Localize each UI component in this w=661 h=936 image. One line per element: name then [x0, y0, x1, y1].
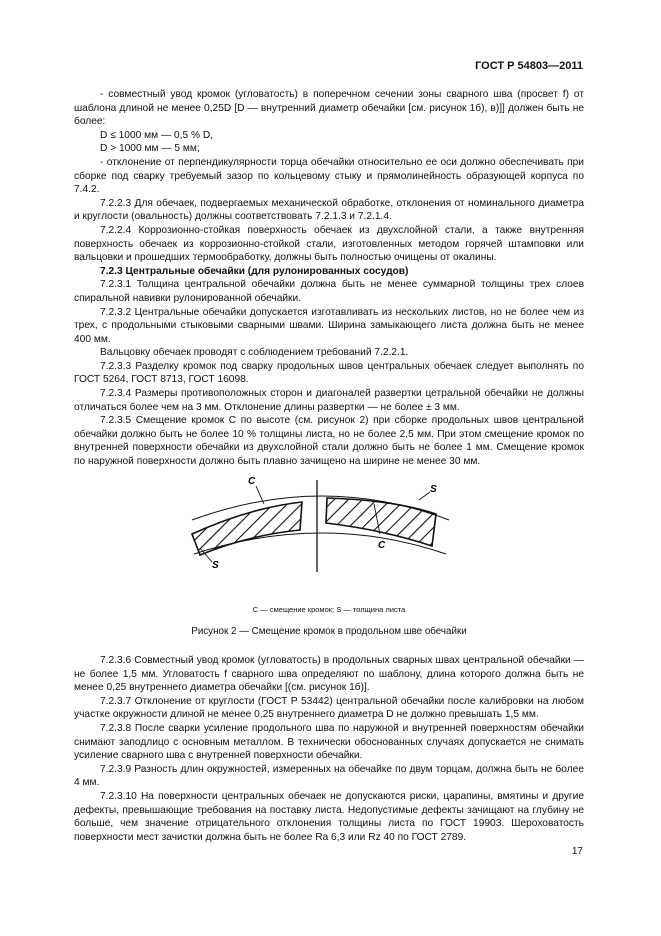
paragraph: 7.2.3.1 Толщина центральной обечайки должна быть не менее суммарной толщины трех слоев спиральной навивки рулонированной обечайки.: [74, 279, 584, 304]
text-block-top: [74, 88, 584, 469]
figure-legend: C — смещение кромок; S — толщина листа: [252, 605, 406, 614]
paragraph: Вальцовку обечаек проводят с соблюдением требований 7.2.2.1.: [100, 347, 409, 359]
figure-2: [74, 462, 584, 617]
paragraph: D ≤ 1000 мм — 0,5 % D,: [100, 129, 214, 141]
paragraph: 7.2.3.2 Центральные обечайки допускается изготавливать из нескольких листов, но не более чем из трех, с продольными стыковыми сварными швами. Ширина замыкающего листа должна быть не менее 400 мм.: [74, 306, 584, 345]
text-block-bottom: [74, 654, 584, 844]
paragraph: - совместный увод кромок (угловатость) в поперечном сечении зоны сварного шва (просвет f) от шаблона длиной не менее 0,25D [D — внутренний диаметр обечайки [см. рисунок 1б), в)]] должен быть не более:: [74, 89, 584, 128]
paragraph: - отклонение от перпендикулярности торца обечайки относительно ее оси должно обеспечивать при сборке под сварку требуемый зазор по кольцевому стыку и прямолинейность образующей корпуса по 7.4.2.: [74, 156, 584, 196]
paragraph: D > 1000 мм — 5 мм;: [100, 143, 200, 155]
document-header: ГОСТ Р 54803—2011: [475, 60, 583, 72]
section-heading: 7.2.3 Центральные обечайки (для рулонированных сосудов): [100, 265, 409, 277]
paragraph: 7.2.3.5 Смещение кромок C по высоте (см. рисунок 2) при сборке продольных швов центральной обечайки должно быть не более 10 % толщины листа, но не более 2,5 мм. При этом смещение кромок по внутренней поверхности обечайки из двухслойной стали должно быть не более 1 мм. Смещение кромок по наружной поверхности должно быть плавно зачищено на ширине не менее 30 мм.: [74, 415, 584, 468]
page-number: 17: [571, 846, 583, 857]
right-plate: [326, 498, 436, 546]
paragraph: 7.2.3.7 Отклонение от круглости (ГОСТ Р 53442) центральной обечайки после калибровки на любом участке окружности длиной не менее 0,25 внутреннего диаметра D не должно превышать 1,5 мм.: [74, 695, 584, 721]
paragraph: 7.2.3.4 Размеры противоположных сторон и диагоналей развертки цетральной обечайки не должны отличаться более чем на 3 мм. Отклонение длины развертки — не более ± 3 мм.: [74, 388, 584, 413]
paragraph: 7.2.3.10 На поверхности центральных обечаек не допускаются риски, царапины, вмятины и другие дефекты, превышающие требования на поставку листа. Недопустимые дефекты зачищают на глубину не больше, чем значение отрицательного отклонения толщины листа по ГОСТ 19903. Шероховатость поверхности мест зачистки должна быть не более Ra 6,3 или Rz 40 по ГОСТ 2789.: [74, 790, 584, 843]
left-plate: [192, 502, 302, 555]
label-s-right: S: [430, 484, 437, 495]
label-s-left: S: [212, 560, 219, 571]
paragraph: 7.2.2.3 Для обечаек, подвергаемых механической обработке, отклонения от номинального диаметра и круглости (овальность) должны соответствовать 7.2.1.3 и 7.2.1.4.: [74, 197, 584, 223]
weld-diagram: [74, 462, 584, 612]
figure-caption: Рисунок 2 — Смещение кромок в продольном шве обечайки: [191, 626, 467, 637]
paragraph: 7.2.3.3 Разделку кромок под сварку продольных швов центральных обечаек следует выполнять по ГОСТ 5264, ГОСТ 8713, ГОСТ 16098.: [74, 360, 584, 386]
paragraph: 7.2.2.4 Коррозионно-стойкая поверхность обечаек из двухслойной стали, а также внутренняя поверхность обечаек из коррозионно-стойкой стали, изготовленных методом горячей штамповки или вальцовки и прошедших термообработку, должны быть полностью очищены от окалины.: [74, 224, 584, 264]
label-c-left: C: [248, 476, 256, 487]
paragraph: 7.2.3.6 Совместный увод кромок (угловатость) в продольных сварных швах центральной обечайки — не более 1,5 мм. Угловатость f сварного шва определяют по шаблону, длина которого должна быть не менее 0,25 внутреннего диаметра обечайки [(см. рисунок 1б)].: [74, 655, 584, 694]
paragraph: 7.2.3.9 Разность длин окружностей, измеренных на обечайке по двум торцам, должна быть не более 4 мм.: [74, 763, 584, 789]
paragraph: 7.2.3.8 После сварки усиление продольного шва по наружной и внутренней поверхностям обечайки снимают заподлицо с основным металлом. В технически обоснованных случаях допускается не снимать усиление сварного шва с внутренней поверхности обечайки.: [74, 722, 584, 762]
label-c-right: C: [378, 540, 386, 551]
